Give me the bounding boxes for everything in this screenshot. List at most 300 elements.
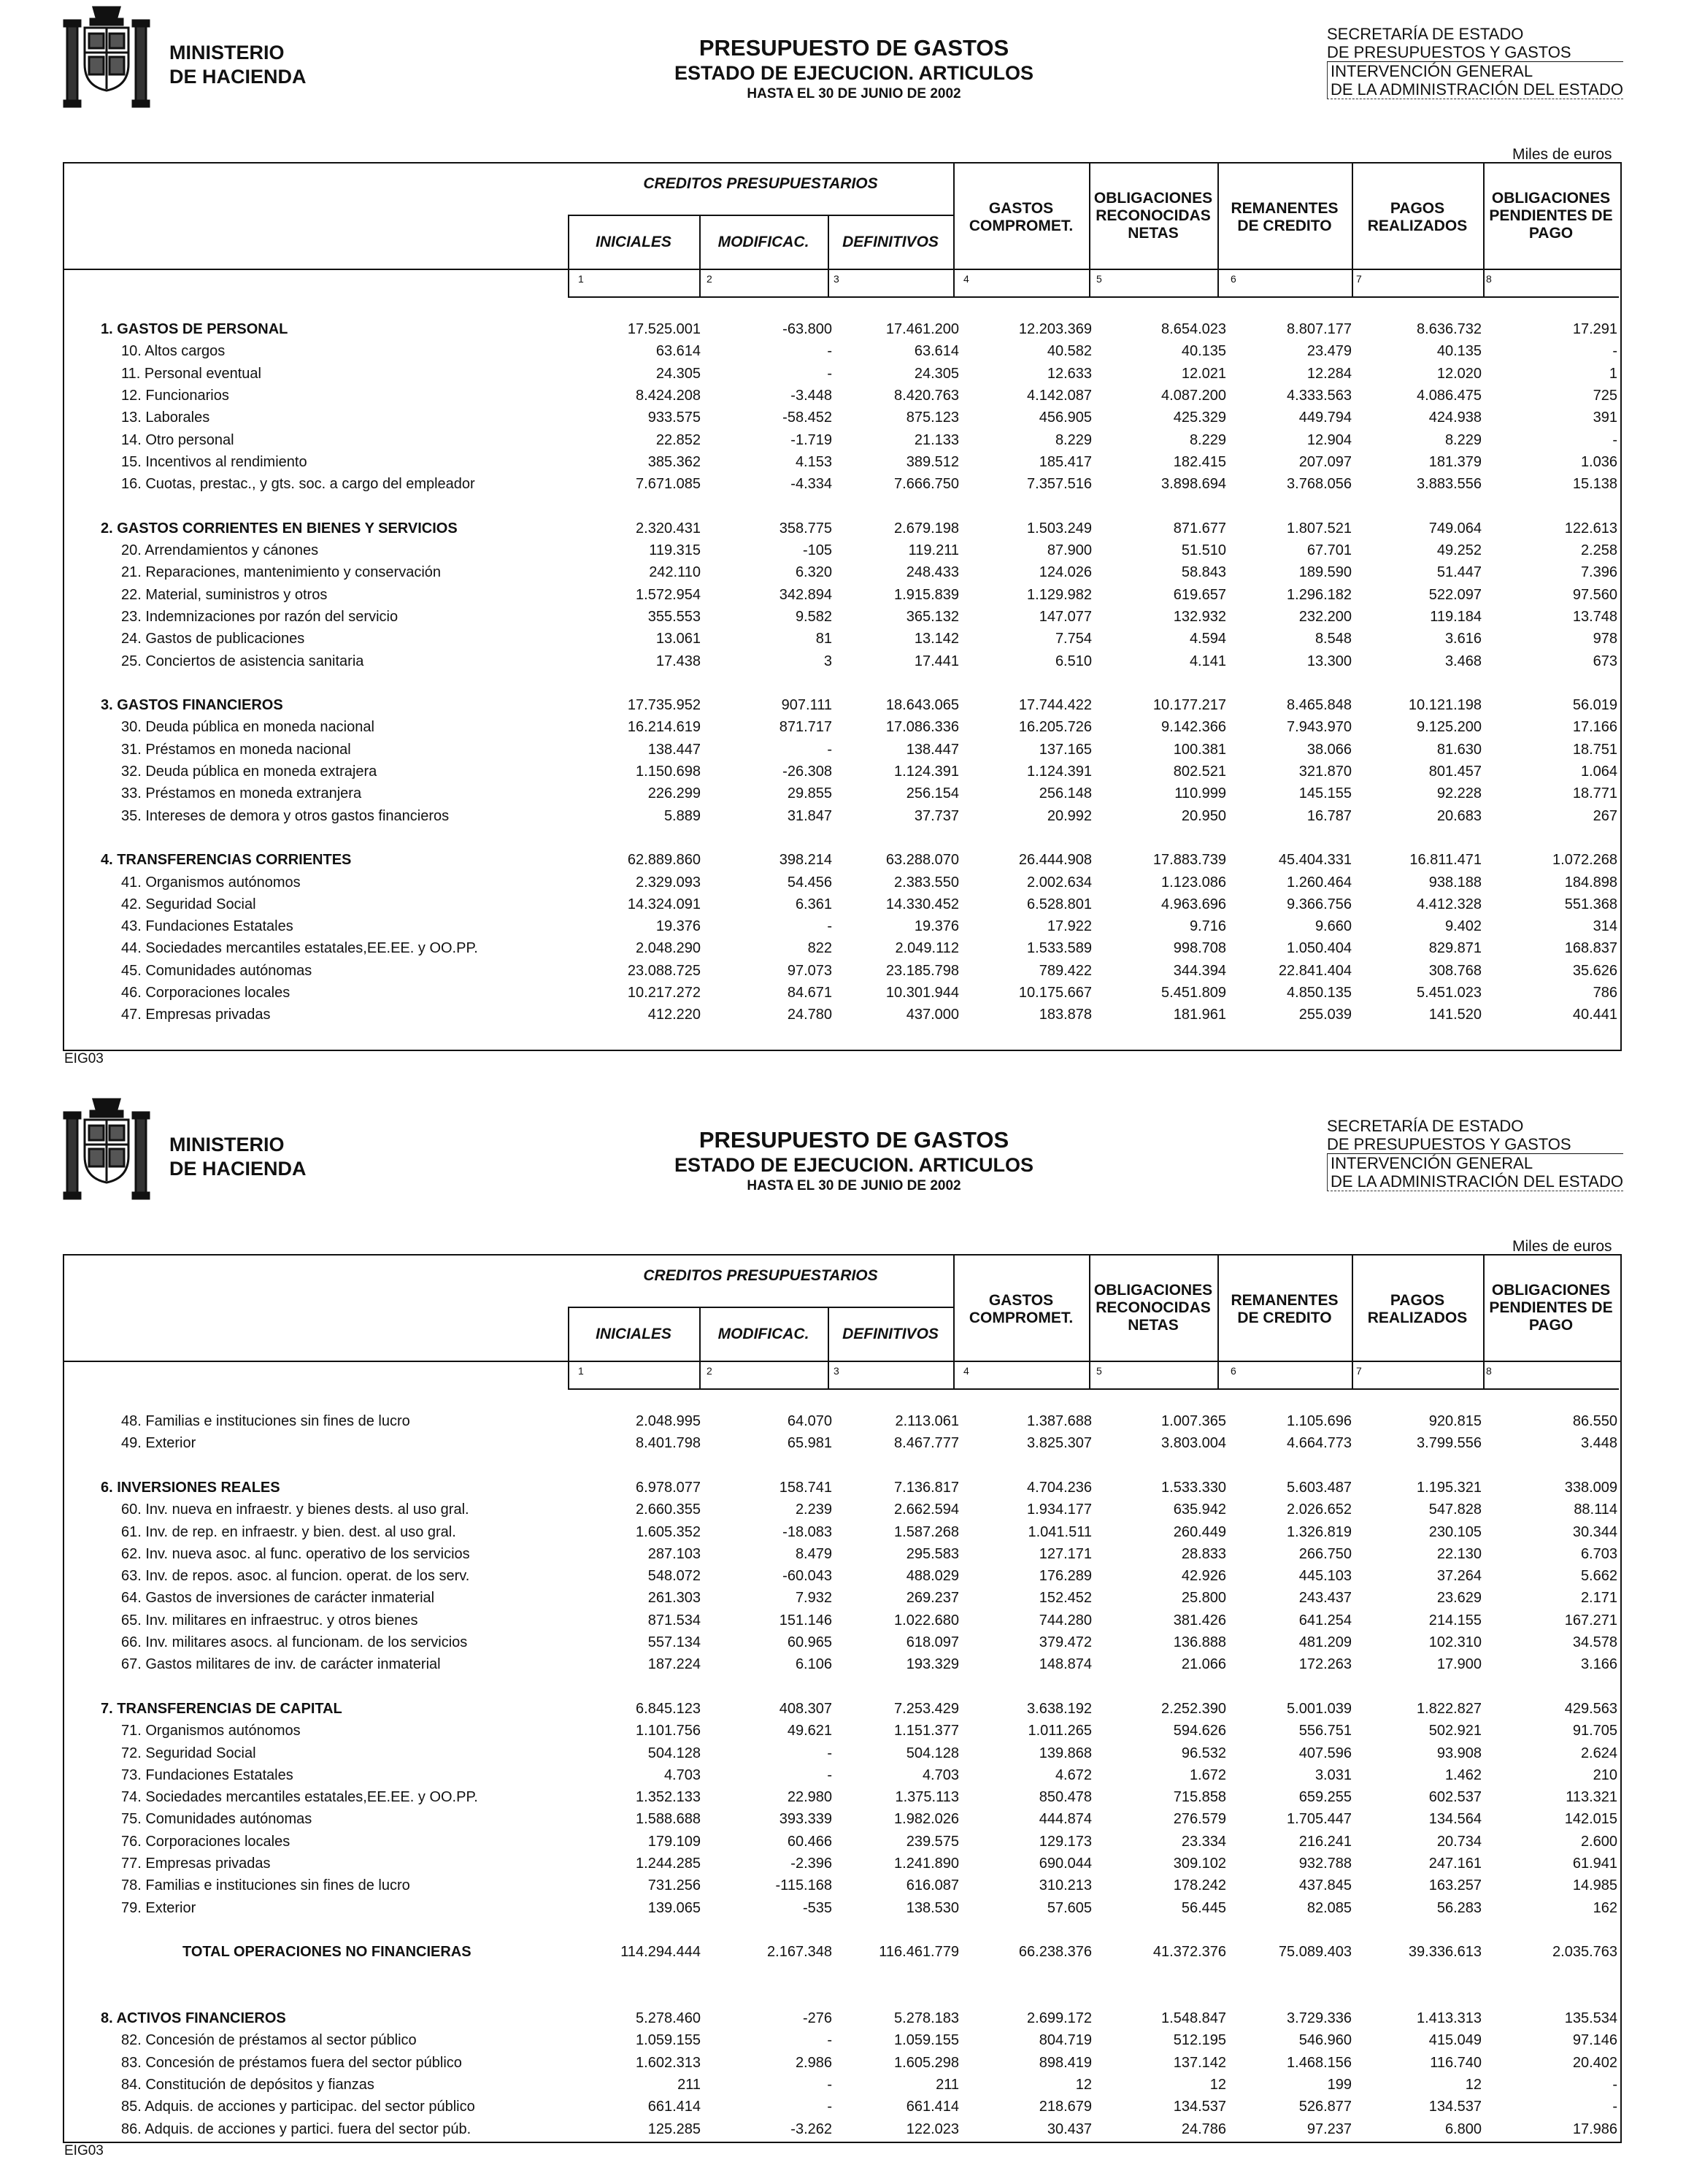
row-value: 5.451.809 (1161, 985, 1226, 1001)
row-value: 15.138 (1572, 476, 1617, 493)
row-value: 415.049 (1428, 2032, 1482, 2049)
row-value: 24.305 (914, 365, 959, 382)
row-value: 338.009 (1564, 1479, 1617, 1496)
row-value: 102.310 (1428, 1634, 1482, 1650)
column-divider (699, 1361, 701, 1388)
row-label: 67. Gastos militares de inv. de carácter inmaterial (121, 1656, 441, 1673)
table-row (0, 1432, 1686, 1454)
table-row (0, 1653, 1686, 1675)
row-value: 4.703 (663, 1766, 701, 1783)
row-value: - (827, 2099, 832, 2115)
row-value: 659.255 (1298, 1789, 1352, 1806)
header-rule (64, 269, 1620, 270)
table-row (0, 2118, 1686, 2140)
table-row (0, 451, 1686, 473)
row-value: 1.195.321 (1417, 1479, 1482, 1496)
row-label: 82. Concesión de préstamos al sector público (121, 2032, 417, 2049)
row-value: 9.125.200 (1417, 719, 1482, 736)
row-value: -4.334 (790, 476, 832, 493)
header-rule (568, 296, 1619, 298)
row-value: 152.452 (1039, 1590, 1092, 1607)
row-value: 276.579 (1173, 1811, 1226, 1828)
intervencion-line: DE LA ADMINISTRACIÓN DEL ESTADO (1327, 1172, 1623, 1191)
row-value: -535 (802, 1899, 832, 1916)
table-row (0, 650, 1686, 672)
row-value: 1.915.839 (894, 586, 959, 603)
row-value: 56.283 (1436, 1899, 1482, 1916)
row-value: 239.575 (906, 1833, 959, 1850)
row-value: - (827, 1745, 832, 1761)
row-value: 12.633 (1047, 365, 1092, 382)
table-row (0, 805, 1686, 827)
ministry-name (169, 1133, 307, 1181)
row-value: 9.142.366 (1161, 719, 1226, 736)
column-divider (568, 269, 569, 296)
row-value: 17.525.001 (627, 321, 701, 337)
row-value: 641.254 (1298, 1612, 1352, 1629)
row-value: 4.703 (922, 1766, 959, 1783)
table-row (0, 340, 1686, 362)
column-header: CREDITOS PRESUPUESTARIOS (643, 175, 878, 192)
table-row (0, 1565, 1686, 1587)
row-value: 40.135 (1181, 343, 1226, 360)
intervencion-line: INTERVENCIÓN GENERAL (1327, 1154, 1623, 1172)
column-number: 5 (1096, 1365, 1102, 1377)
row-value: 142.015 (1564, 1811, 1617, 1828)
row-value: 17.291 (1572, 321, 1617, 337)
row-value: 295.583 (906, 1545, 959, 1562)
row-value: 8.807.177 (1287, 321, 1352, 337)
report-title-block (569, 35, 1139, 104)
row-value: 8.548 (1314, 631, 1352, 647)
row-value: - (827, 741, 832, 758)
ministry-line: MINISTERIO (169, 42, 285, 64)
row-value: 437.000 (906, 1007, 959, 1023)
table-row (0, 606, 1686, 628)
table-row (0, 1831, 1686, 1853)
column-divider (1217, 1361, 1219, 1388)
row-value: 183.878 (1039, 1007, 1092, 1023)
row-value: 163.257 (1428, 1877, 1482, 1894)
table-row (0, 982, 1686, 1004)
column-header-line: NETAS (1128, 1317, 1179, 1334)
column-header (1483, 1282, 1619, 1334)
row-value: 1.244.285 (636, 1856, 701, 1872)
row-label: 75. Comunidades autónomas (121, 1811, 312, 1828)
row-value: 8.229 (1055, 431, 1092, 448)
row-value: 938.188 (1428, 874, 1482, 891)
row-value: 804.719 (1039, 2032, 1092, 2049)
row-value: 23.334 (1181, 1833, 1226, 1850)
row-value: 12 (1209, 2077, 1226, 2093)
row-value: 122.613 (1564, 520, 1617, 537)
column-number: 2 (707, 1365, 712, 1377)
row-label: 77. Empresas privadas (121, 1856, 271, 1872)
row-value: 125.285 (647, 2120, 701, 2137)
row-value: 1.129.982 (1027, 586, 1092, 603)
row-value: 8.229 (1189, 431, 1226, 448)
row-value: 82.085 (1306, 1899, 1352, 1916)
column-header-line: OBLIGACIONES (1491, 1282, 1611, 1299)
column-divider (1089, 269, 1090, 296)
column-header-line: RECONOCIDAS (1096, 1299, 1211, 1316)
row-value: -18.083 (782, 1523, 832, 1540)
row-value: 393.339 (779, 1811, 832, 1828)
row-value: 243.437 (1298, 1590, 1352, 1607)
row-label: 8. ACTIVOS FINANCIEROS (101, 2010, 286, 2027)
row-value: 14.324.091 (627, 896, 701, 912)
row-value: 8.401.798 (636, 1435, 701, 1452)
row-value: 7.253.429 (894, 1700, 959, 1717)
row-label: 21. Reparaciones, mantenimiento y conservación (121, 564, 442, 581)
row-value: 17.883.739 (1152, 852, 1226, 869)
row-value: 127.171 (1039, 1545, 1092, 1562)
row-value: -58.452 (782, 410, 832, 426)
row-value: 933.575 (647, 410, 701, 426)
column-header: INICIALES (596, 1326, 671, 1342)
row-value: -276 (802, 2010, 832, 2027)
row-label: 48. Familias e instituciones sin fines de lucro (121, 1413, 410, 1429)
row-value: 261.303 (647, 1590, 701, 1607)
row-value: 875.123 (906, 410, 959, 426)
row-value: 12.203.369 (1018, 321, 1092, 337)
row-value: 2.660.355 (636, 1502, 701, 1518)
row-value: 1.462 (1444, 1766, 1482, 1783)
row-value: 176.289 (1039, 1568, 1092, 1585)
column-header (1483, 190, 1619, 242)
row-value: 2.383.550 (894, 874, 959, 891)
row-value: 690.044 (1039, 1856, 1092, 1872)
row-label: 1. GASTOS DE PERSONAL (101, 321, 288, 337)
row-label: 63. Inv. de repos. asoc. al funcion. operat. de los serv. (121, 1568, 470, 1585)
ministry-name (169, 41, 307, 89)
row-value: 2.049.112 (895, 940, 959, 957)
column-number: 6 (1231, 273, 1236, 285)
row-value: 97.237 (1306, 2120, 1352, 2137)
row-value: 88.114 (1574, 1502, 1617, 1518)
row-value: 1.413.313 (1417, 2010, 1482, 2027)
row-value: 1.572.954 (636, 586, 701, 603)
row-value: 97.073 (787, 962, 832, 979)
row-value: 172.263 (1298, 1656, 1352, 1673)
row-label: 24. Gastos de publicaciones (121, 631, 305, 647)
row-value: 2.258 (1580, 542, 1617, 558)
row-value: 1.387.688 (1027, 1413, 1092, 1429)
row-value: 673 (1593, 653, 1617, 669)
row-value: 978 (1593, 631, 1617, 647)
row-value: 408.307 (779, 1700, 832, 1717)
row-value: 7.671.085 (636, 476, 701, 493)
row-value: 920.815 (1428, 1413, 1482, 1429)
row-label: 33. Préstamos en moneda extranjera (121, 785, 362, 802)
table-row (0, 2052, 1686, 2074)
row-label: 6. INVERSIONES REALES (101, 1479, 280, 1496)
row-value: 40.441 (1572, 1007, 1617, 1023)
row-value: 4.153 (795, 453, 832, 470)
row-value: 12.021 (1181, 365, 1226, 382)
row-value: 2.002.634 (1027, 874, 1092, 891)
row-value: 3.166 (1580, 1656, 1617, 1673)
row-value: 9.366.756 (1287, 896, 1352, 912)
column-header-line: PENDIENTES DE (1489, 1299, 1613, 1316)
table-row (0, 473, 1686, 495)
column-number: 1 (578, 1365, 584, 1377)
table-row (0, 1764, 1686, 1786)
column-header-line: DE CREDITO (1237, 1310, 1332, 1326)
row-value: 5.278.183 (894, 2010, 959, 2027)
row-label: TOTAL OPERACIONES NO FINANCIERAS (182, 1944, 471, 1961)
row-value: 310.213 (1039, 1877, 1092, 1894)
row-value: 139.065 (647, 1899, 701, 1916)
row-value: 344.394 (1173, 962, 1226, 979)
row-value: 114.294.444 (620, 1944, 701, 1961)
row-value: 51.447 (1436, 564, 1482, 581)
row-value: 21.066 (1181, 1656, 1226, 1673)
row-value: 45.404.331 (1278, 852, 1352, 869)
row-value: 5.889 (663, 807, 701, 824)
row-value: 214.155 (1428, 1612, 1482, 1629)
row-value: 30.437 (1047, 2120, 1092, 2137)
row-value: 226.299 (647, 785, 701, 802)
row-value: 6.800 (1444, 2120, 1482, 2137)
row-label: 42. Seguridad Social (121, 896, 256, 912)
row-value: - (1612, 343, 1617, 360)
row-value: 8.229 (1444, 431, 1482, 448)
row-value: 1.007.365 (1161, 1413, 1226, 1429)
row-value: - (1612, 2099, 1617, 2115)
table-row (0, 1897, 1686, 1919)
row-value: 551.368 (1564, 896, 1617, 912)
column-header-line: OBLIGACIONES (1491, 190, 1611, 207)
row-value: 28.833 (1181, 1545, 1226, 1562)
row-value: 138.447 (906, 741, 959, 758)
row-value: 92.228 (1436, 785, 1482, 802)
row-label: 14. Otro personal (121, 431, 234, 448)
row-value: 9.660 (1314, 918, 1352, 935)
row-value: 49.621 (787, 1723, 832, 1739)
row-value: 355.553 (647, 608, 701, 625)
footer-code: EIG03 (64, 1051, 104, 1066)
column-header-line: RECONOCIDAS (1096, 207, 1211, 224)
row-value: 744.280 (1039, 1612, 1092, 1629)
row-value: 481.209 (1298, 1634, 1352, 1650)
column-header-line: GASTOS (988, 200, 1054, 217)
row-value: 141.520 (1428, 1007, 1482, 1023)
row-value: 34.578 (1572, 1634, 1617, 1650)
column-number: 4 (963, 1365, 969, 1377)
row-value: 1.605.298 (894, 2054, 959, 2071)
row-value: 66.238.376 (1018, 1944, 1092, 1961)
row-value: 135.534 (1564, 2010, 1617, 2027)
row-value: 1.352.133 (636, 1789, 701, 1806)
row-value: 1.260.464 (1287, 874, 1352, 891)
row-value: 619.657 (1173, 586, 1226, 603)
column-header-line: REALIZADOS (1367, 218, 1468, 234)
row-value: 20.992 (1047, 807, 1092, 824)
row-value: 1.602.313 (636, 2054, 701, 2071)
row-value: 148.874 (1039, 1656, 1092, 1673)
row-value: 871.677 (1173, 520, 1226, 537)
row-value: 31.847 (787, 807, 832, 824)
units-label: Miles de euros (1512, 146, 1612, 163)
row-value: 17.086.336 (885, 719, 959, 736)
row-value: 67.701 (1306, 542, 1352, 558)
row-value: 211 (677, 2077, 701, 2093)
header-rule (64, 1361, 1620, 1362)
row-value: 189.590 (1298, 564, 1352, 581)
chapter-row (0, 849, 1686, 871)
row-value: 594.626 (1173, 1723, 1226, 1739)
row-value: 602.537 (1428, 1789, 1482, 1806)
row-value: 8.465.848 (1287, 697, 1352, 714)
row-value: 16.214.619 (627, 719, 701, 736)
row-value: - (1612, 2077, 1617, 2093)
row-value: 488.029 (906, 1568, 959, 1585)
row-value: 4.594 (1189, 631, 1226, 647)
row-value: 8.636.732 (1417, 321, 1482, 337)
row-value: 218.679 (1039, 2099, 1092, 2115)
row-value: 181.961 (1173, 1007, 1226, 1023)
row-value: 116.461.779 (879, 1944, 959, 1961)
column-header (1089, 1282, 1217, 1334)
table-row (0, 628, 1686, 650)
row-value: 616.087 (906, 1877, 959, 1894)
row-value: 181.379 (1428, 453, 1482, 470)
header-rule (568, 1388, 1619, 1390)
row-value: 1.672 (1189, 1766, 1226, 1783)
row-value: 116.740 (1430, 2054, 1482, 2071)
row-value: 715.858 (1173, 1789, 1226, 1806)
row-value: 119.211 (908, 542, 959, 558)
row-value: 84.671 (787, 985, 832, 1001)
row-value: 1.041.511 (1028, 1523, 1092, 1540)
row-value: 3.803.004 (1161, 1435, 1226, 1452)
table-row (0, 1720, 1686, 1742)
row-value: 7.357.516 (1027, 476, 1092, 493)
row-value: 449.794 (1298, 410, 1352, 426)
row-label: 25. Conciertos de asistencia sanitaria (121, 653, 364, 669)
row-value: 24.305 (655, 365, 701, 382)
table-row (0, 1853, 1686, 1875)
row-value: 358.775 (779, 520, 832, 537)
intervencion-line: INTERVENCIÓN GENERAL (1327, 62, 1623, 80)
row-value: 151.146 (779, 1612, 832, 1629)
row-value: 23.088.725 (627, 962, 701, 979)
row-value: 119.315 (649, 542, 701, 558)
row-value: - (827, 343, 832, 360)
row-value: 19.376 (914, 918, 959, 935)
row-value: 4.704.236 (1027, 1479, 1092, 1496)
row-value: 9.582 (795, 608, 832, 625)
coat-of-arms-logo (63, 3, 150, 109)
row-value: 3.638.192 (1027, 1700, 1092, 1717)
footer-code: EIG03 (64, 2143, 104, 2158)
row-label: 83. Concesión de préstamos fuera del sector público (121, 2054, 462, 2071)
row-value: 1 (1609, 365, 1617, 382)
row-value: 1.241.890 (894, 1856, 959, 1872)
row-value: 2.699.172 (1027, 2010, 1092, 2027)
secretaria-line: SECRETARÍA DE ESTADO (1327, 25, 1524, 43)
row-value: 3.031 (1314, 1766, 1352, 1783)
table-row (0, 385, 1686, 407)
row-label: 12. Funcionarios (121, 387, 229, 404)
row-value: 1.036 (1580, 453, 1617, 470)
row-value: 20.734 (1436, 1833, 1482, 1850)
row-value: 39.336.613 (1408, 1944, 1482, 1961)
row-value: 8.420.763 (894, 387, 959, 404)
row-value: 6.703 (1580, 1545, 1617, 1562)
row-value: 63.614 (914, 343, 959, 360)
column-header (1089, 190, 1217, 242)
table-row (0, 937, 1686, 959)
row-value: 3.768.056 (1287, 476, 1352, 493)
row-label: 71. Organismos autónomos (121, 1723, 301, 1739)
row-label: 44. Sociedades mercantiles estatales,EE.EE. y OO.PP. (121, 940, 478, 957)
row-value: 129.173 (1039, 1833, 1092, 1850)
secretaria-line: DE PRESUPUESTOS Y GASTOS (1327, 43, 1623, 62)
row-label: 23. Indemnizaciones por razón del servicio (121, 608, 399, 625)
row-value: 365.132 (906, 608, 959, 625)
row-value: 266.750 (1298, 1545, 1352, 1562)
row-value: 6.528.801 (1027, 896, 1092, 912)
column-header: MODIFICAC. (717, 1326, 809, 1342)
column-divider (828, 269, 829, 296)
row-value: 269.237 (906, 1590, 959, 1607)
row-label: 45. Comunidades autónomas (121, 962, 312, 979)
row-value: 749.064 (1428, 520, 1482, 537)
row-value: 7.396 (1580, 564, 1617, 581)
row-label: 41. Organismos autónomos (121, 874, 301, 891)
row-value: 37.737 (914, 807, 959, 824)
header-rule (568, 1307, 953, 1308)
row-value: 91.705 (1572, 1723, 1617, 1739)
row-value: 17.461.200 (885, 321, 959, 337)
row-value: 97.560 (1572, 586, 1617, 603)
row-value: 287.103 (647, 1545, 701, 1562)
row-value: 2.239 (795, 1502, 832, 1518)
column-header-line: PAGO (1528, 1317, 1574, 1334)
column-divider (568, 1361, 569, 1388)
report-title-block (569, 1127, 1139, 1196)
row-value: 134.564 (1428, 1811, 1482, 1828)
ministry-line: MINISTERIO (169, 1134, 285, 1156)
row-value: 110.999 (1174, 785, 1226, 802)
row-value: 1.011.265 (1028, 1723, 1092, 1739)
row-value: 17.922 (1047, 918, 1092, 935)
row-value: 14.330.452 (885, 896, 959, 912)
row-value: 1.151.377 (894, 1723, 959, 1739)
column-header: MODIFICAC. (717, 234, 809, 250)
row-value: 1.124.391 (1027, 764, 1092, 780)
column-number: 3 (834, 273, 839, 285)
row-value: 124.026 (1039, 564, 1092, 581)
row-label: 64. Gastos de inversiones de carácter inmaterial (121, 1590, 435, 1607)
table-row (0, 783, 1686, 804)
row-value: 1.059.155 (894, 2032, 959, 2049)
row-value: 4.963.696 (1161, 896, 1226, 912)
row-value: 898.419 (1039, 2054, 1092, 2071)
row-value: 661.414 (906, 2099, 959, 2115)
row-value: 1.807.521 (1287, 520, 1352, 537)
row-value: 25.800 (1181, 1590, 1226, 1607)
chapter-row (0, 1698, 1686, 1720)
row-value: 998.708 (1173, 940, 1226, 957)
column-header (1352, 1292, 1483, 1327)
row-value: 64.070 (787, 1413, 832, 1429)
column-divider (828, 1361, 829, 1388)
units-label: Miles de euros (1512, 1238, 1612, 1255)
table-row (0, 716, 1686, 738)
